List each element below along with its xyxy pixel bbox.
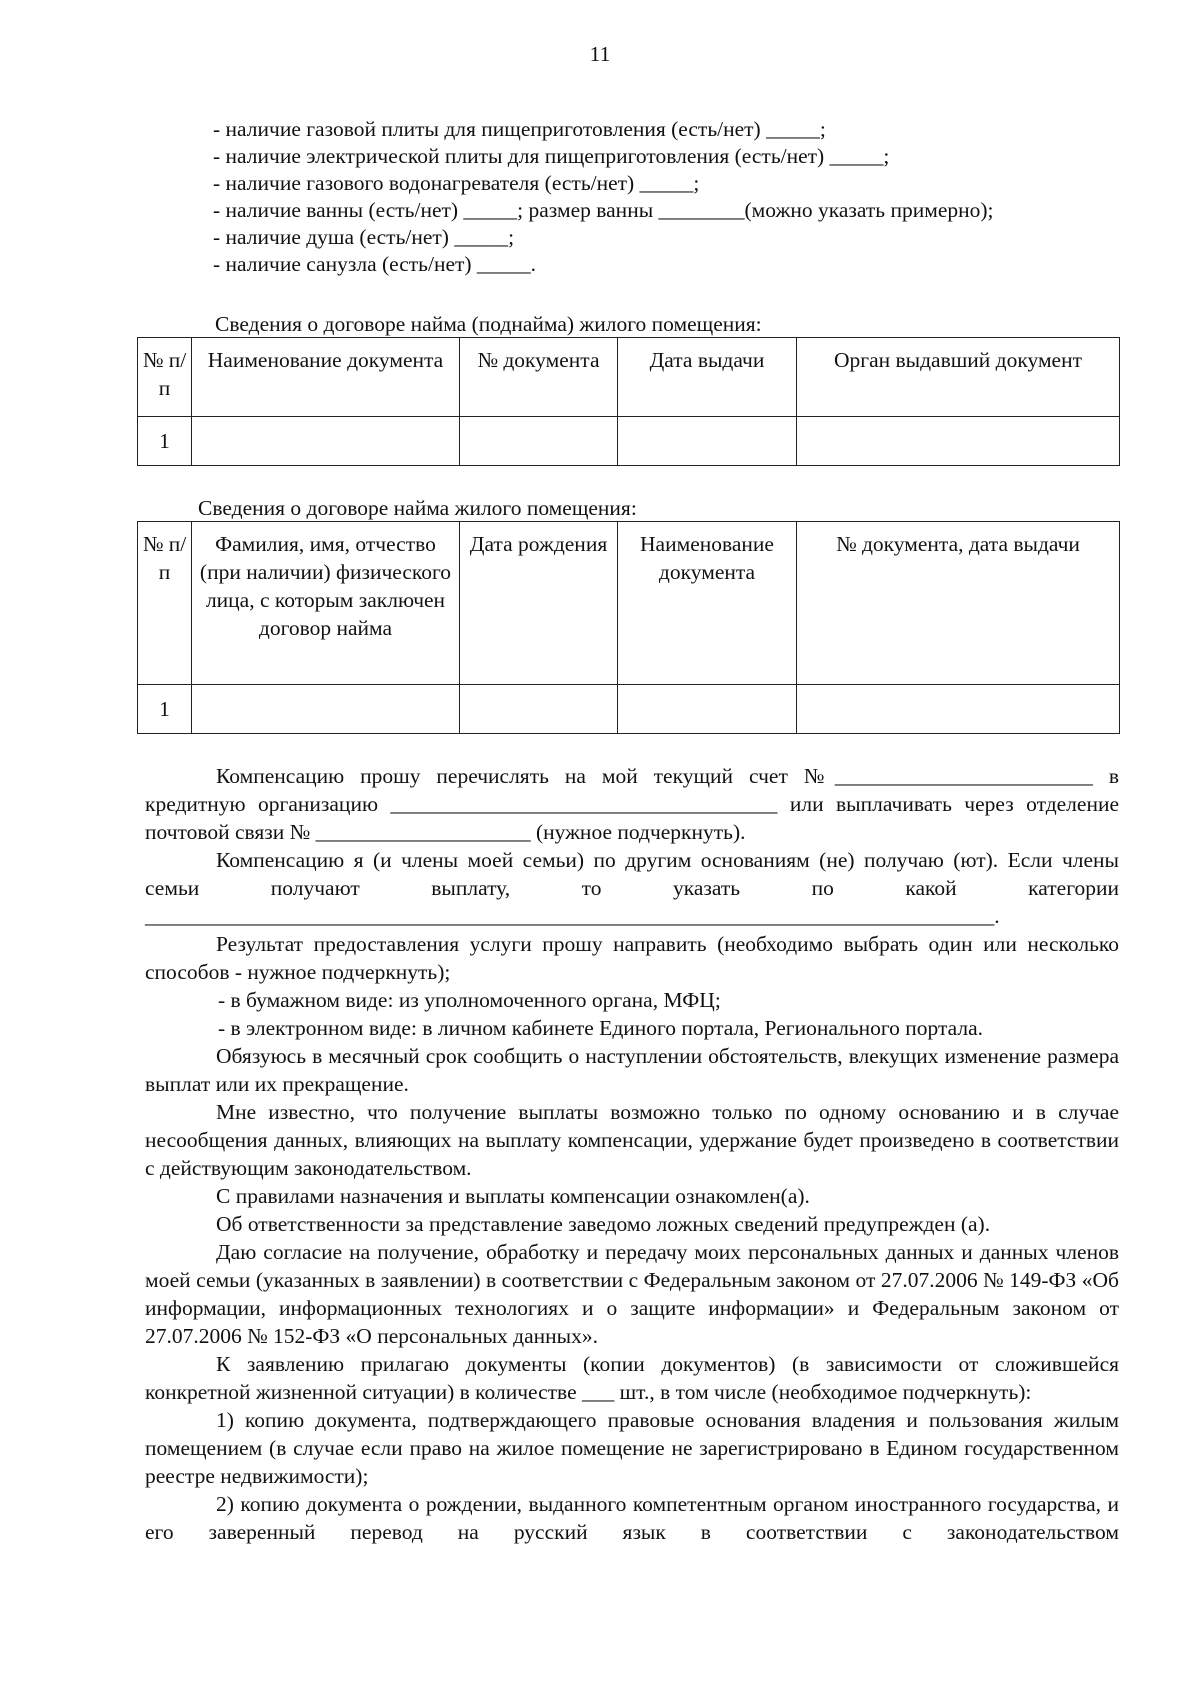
- lease-person-table: [137, 521, 1120, 734]
- paragraph-responsibility: Об ответственности за представление заведомо ложных сведений предупрежден (а).: [216, 1212, 991, 1236]
- paragraph-consent: Даю согласие на получение, обработку и передачу моих персональных данных и данных членов моей семьи (указанных в заявлении) в соответствии с Федеральным законом от 27.07.2006 № 149-ФЗ «Об информации, информационных технологиях и о защите информации» и Федеральным законом от 27.07.2006 № 152-ФЗ «О персональных данных».: [145, 1240, 1119, 1348]
- list-item: - наличие газовой плиты для пищеприготовления (есть/нет) _____;: [213, 117, 826, 141]
- table-header-cell: Дата выдачи: [618, 338, 797, 417]
- table-header-cell: Фамилия, имя, отчество (при наличии) физического лица, с которым заключен договор найма: [192, 522, 460, 685]
- paragraph-result: Результат предоставления услуги прошу направить (необходимо выбрать один или несколько способов - нужное подчеркнуть);: [145, 932, 1119, 984]
- table-header-cell: Орган выдавший документ: [797, 338, 1120, 417]
- appliances-list: [213, 116, 1143, 278]
- table-header-row: [138, 522, 1120, 685]
- paragraph-obligation: Обязуюсь в месячный срок сообщить о наступлении обстоятельств, влекущих изменение размера выплат или их прекращение.: [145, 1044, 1119, 1096]
- table-cell[interactable]: [797, 417, 1120, 466]
- table-header-cell: № документа, дата выдачи: [797, 522, 1120, 685]
- paragraph-known: Мне известно, что получение выплаты возможно только по одному основанию и в случае несообщения данных, влияющих на выплату компенсации, удержание будет произведено в соответствии с действующим законодательством.: [145, 1100, 1119, 1180]
- table-row: [138, 417, 1120, 466]
- table-header-cell: Наименование документа: [192, 338, 460, 417]
- table-cell: 1: [138, 417, 192, 466]
- table-cell[interactable]: [192, 685, 460, 734]
- table-cell[interactable]: [192, 417, 460, 466]
- table-cell[interactable]: [618, 417, 797, 466]
- table-header-cell: Дата рождения: [460, 522, 618, 685]
- other-grounds-blank-line: _______________________________________________________________________________.: [145, 904, 1000, 928]
- table-header-cell: № п/п: [138, 522, 192, 685]
- table-cell[interactable]: [460, 417, 618, 466]
- list-item: - наличие электрической плиты для пищеприготовления (есть/нет) _____;: [213, 144, 890, 168]
- list-item: - наличие ванны (есть/нет) _____; размер ванны ________(можно указать примерно);: [213, 198, 994, 222]
- table1-caption: Сведения о договоре найма (поднайма) жилого помещения:: [215, 312, 762, 336]
- paragraph-other-grounds: Компенсацию я (и члены моей семьи) по другим основаниям (не) получаю (ют). Если члены семьи получают выплату, то указать по какой категории: [145, 848, 1119, 900]
- table-row: [138, 685, 1120, 734]
- table-header-cell: № п/п: [138, 338, 192, 417]
- table-cell[interactable]: [618, 685, 797, 734]
- body-text: [145, 762, 1119, 1546]
- table2-caption: Сведения о договоре найма жилого помещения:: [198, 496, 637, 520]
- table-header-row: [138, 338, 1120, 417]
- page-number: 11: [589, 42, 611, 66]
- list-item: - наличие санузла (есть/нет) _____.: [213, 252, 537, 276]
- result-option-electronic: - в электронном виде: в личном кабинете Единого портала, Регионального портала.: [218, 1016, 984, 1040]
- attachment-item-1: 1) копию документа, подтверждающего правовые основания владения и пользования жилым помещением (в случае если право на жилое помещение не зарегистрировано в Едином государственном реестре недвижимости);: [145, 1408, 1119, 1488]
- attachment-item-2: 2) копию документа о рождении, выданного компетентным органом иностранного государства, и его заверенный перевод на русский язык в соответствии с законодательством: [145, 1492, 1119, 1544]
- table-cell[interactable]: [797, 685, 1120, 734]
- paragraph-attachments: К заявлению прилагаю документы (копии документов) (в зависимости от сложившейся конкретной жизненной ситуации) в количестве ___ шт., в том числе (необходимое подчеркнуть):: [145, 1352, 1119, 1404]
- table-cell[interactable]: [460, 685, 618, 734]
- table-header-cell: Наименование документа: [618, 522, 797, 685]
- table-cell: 1: [138, 685, 192, 734]
- result-option-paper: - в бумажном виде: из уполномоченного органа, МФЦ;: [218, 988, 721, 1012]
- table-header-cell: № документа: [460, 338, 618, 417]
- paragraph-account: Компенсацию прошу перечислять на мой текущий счет №________________________ в кредитную организацию ____________________________________ или выплачивать через отделение почтовой связи № ____________________ (нужное подчеркнуть).: [145, 764, 1119, 844]
- list-item: - наличие душа (есть/нет) _____;: [213, 225, 515, 249]
- list-item: - наличие газового водонагревателя (есть/нет) _____;: [213, 171, 700, 195]
- paragraph-rules: С правилами назначения и выплаты компенсации ознакомлен(а).: [216, 1184, 810, 1208]
- lease-contract-table: [137, 337, 1120, 466]
